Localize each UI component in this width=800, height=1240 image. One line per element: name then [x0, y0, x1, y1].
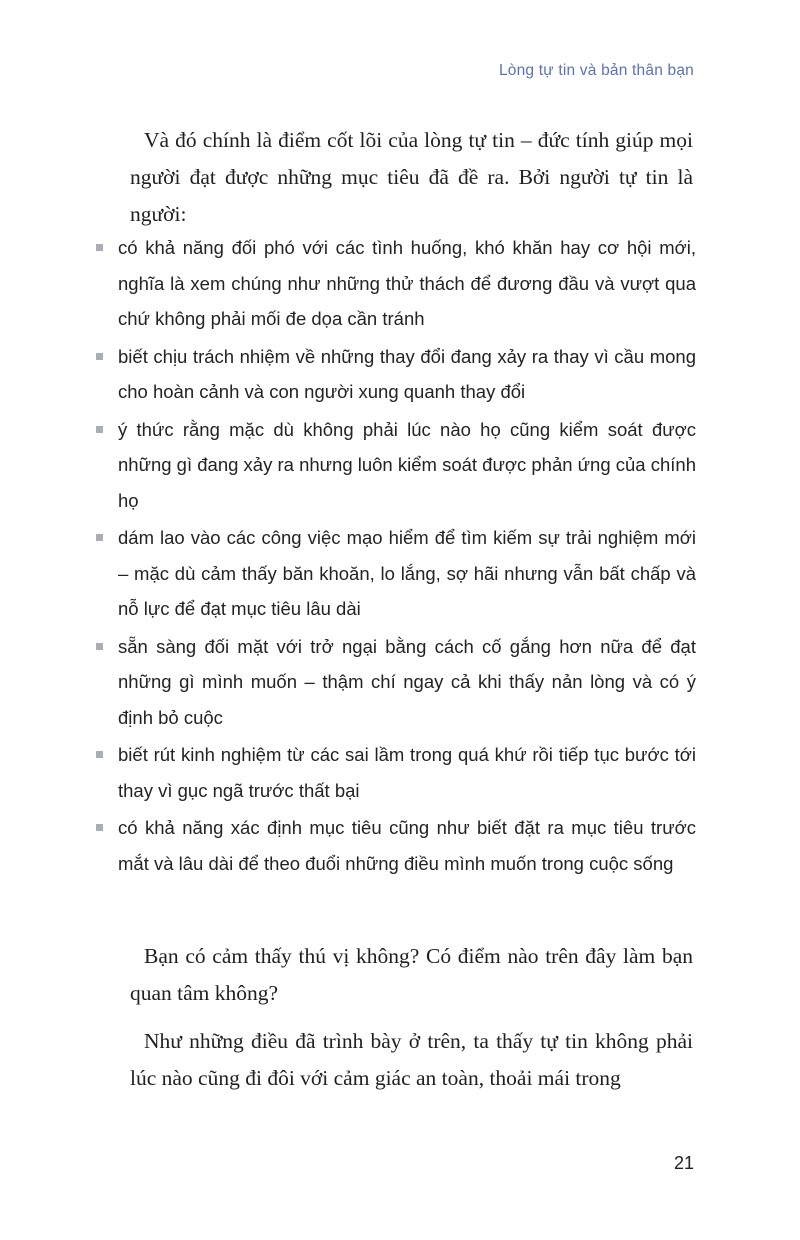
square-bullet-icon — [96, 244, 103, 251]
list-item-text: có khả năng xác định mục tiêu cũng như biết đặt ra mục tiêu trước mắt và lâu dài để theo đuổi những điều mình muốn trong cuộc sống — [118, 817, 696, 874]
list-item — [96, 230, 696, 337]
list-item-text: ý thức rằng mặc dù không phải lúc nào họ cũng kiểm soát được những gì đang xảy ra nhưng luôn kiểm soát được phản ứng của chính họ — [118, 418, 696, 511]
list-item — [96, 520, 696, 627]
intro-paragraph: Và đó chính là điểm cốt lõi của lòng tự tin – đức tính giúp mọi người đạt được những mục tiêu đã đề ra. Bởi người tự tin là người: — [130, 128, 693, 226]
list-item-text: biết rút kinh nghiệm từ các sai lầm trong quá khứ rồi tiếp tục bước tới thay vì gục ngã trước thất bại — [118, 744, 696, 801]
list-item — [96, 737, 696, 808]
list-item-text: biết chịu trách nhiệm về những thay đổi đang xảy ra thay vì cầu mong cho hoàn cảnh và con người xung quanh thay đổi — [118, 345, 696, 402]
square-bullet-icon — [96, 643, 103, 650]
list-item-text: có khả năng đối phó với các tình huống, khó khăn hay cơ hội mới, nghĩa là xem chúng như những thử thách để đương đầu và vượt qua chứ không phải mối đe dọa cần tránh — [118, 237, 696, 329]
list-item — [96, 412, 696, 519]
list-item-text: dám lao vào các công việc mạo hiểm để tìm kiếm sự trải nghiệm mới – mặc dù cảm thấy băn khoăn, lo lắng, sợ hãi nhưng vẫn bất chấp và nỗ lực để đạt mục tiêu lâu dài — [118, 527, 696, 619]
trait-list — [96, 230, 696, 881]
running-header: Lòng tự tin và bản thân bạn — [498, 62, 694, 79]
page-number: 21 — [673, 1153, 694, 1173]
square-bullet-icon — [96, 353, 103, 360]
square-bullet-icon — [96, 751, 103, 758]
list-item — [96, 629, 696, 736]
body-paragraph: Như những điều đã trình bày ở trên, ta thấy tự tin không phải lúc nào cũng đi đôi với cảm giác an toàn, thoải mái trong — [130, 1029, 693, 1090]
list-item-text: sẵn sàng đối mặt với trở ngại bằng cách cố gắng hơn nữa để đạt những gì mình muốn – thậm chí ngay cả khi thấy nản lòng và có ý định bỏ cuộc — [118, 635, 696, 728]
square-bullet-icon — [96, 534, 103, 541]
square-bullet-icon — [96, 426, 103, 433]
body-paragraph: Bạn có cảm thấy thú vị không? Có điểm nào trên đây làm bạn quan tâm không? — [130, 944, 693, 1005]
list-item — [96, 339, 696, 410]
square-bullet-icon — [96, 824, 103, 831]
list-item — [96, 810, 696, 881]
